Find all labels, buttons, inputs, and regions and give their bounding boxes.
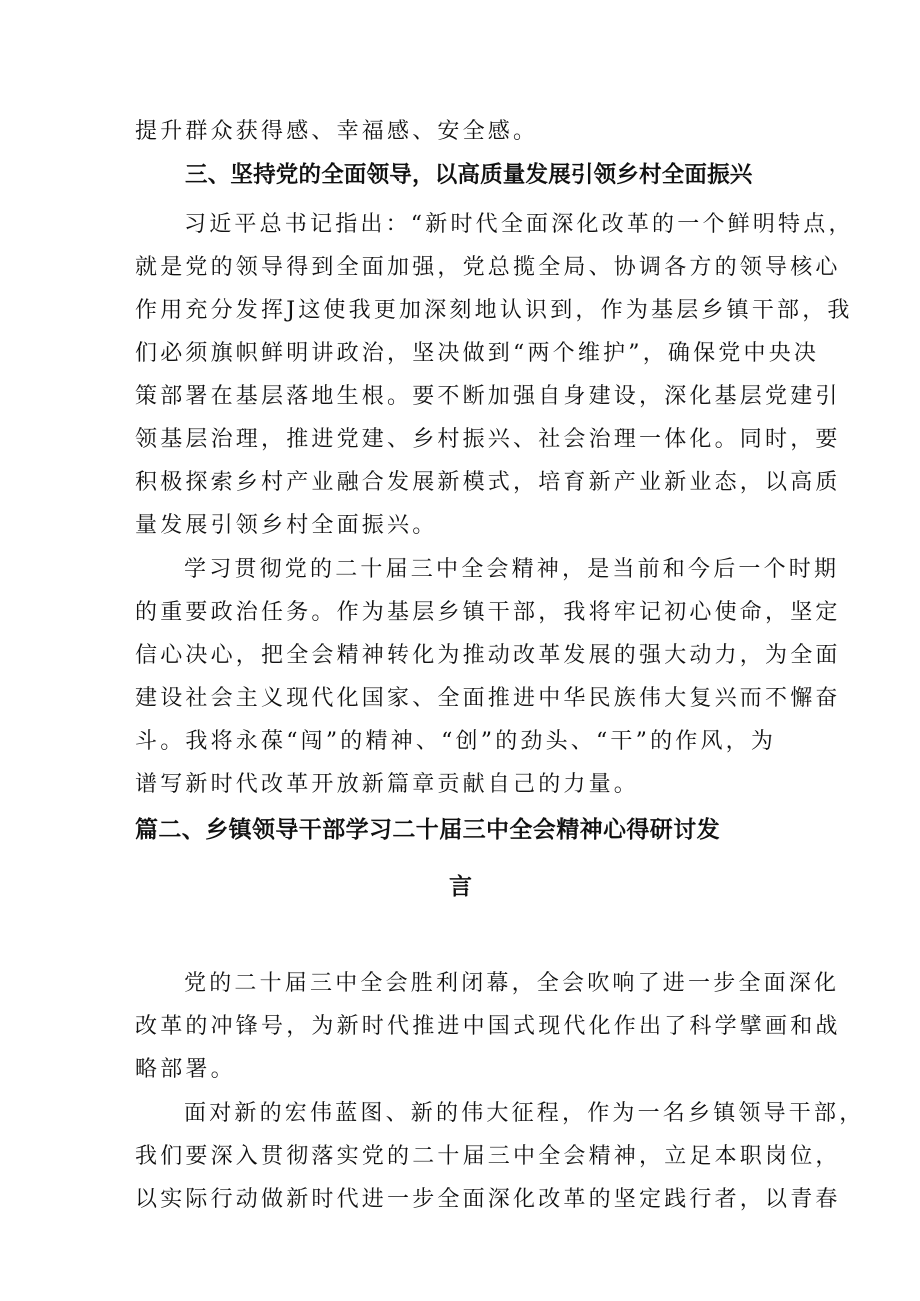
- paragraph-line: 策部署在基层落地生根。要不断加强自身建设，深化基层党建引: [135, 384, 841, 409]
- paragraph-line: 作用充分发挥J这使我更加深刻地认识到，作为基层乡镇干部，我: [135, 298, 853, 323]
- article-title-line: 篇二、乡镇领导干部学习二十届三中全会精神心得研讨发: [135, 817, 720, 843]
- paragraph-line: 习近平总书记指出：“新时代全面深化改革的一个鲜明特点，: [184, 212, 854, 237]
- paragraph-line: 以实际行动做新时代进一步全面深化改革的坚定践行者，以青春: [135, 1187, 841, 1212]
- paragraph-line: 的重要政治任务。作为基层乡镇干部，我将牢记初心使命，坚定: [135, 600, 841, 625]
- paragraph-line: 量发展引领乡村全面振兴。: [135, 513, 438, 538]
- paragraph-line: 领基层治理，推进党建、乡村振兴、社会治理一体化。同时，要: [135, 427, 841, 452]
- paragraph-line: 谱写新时代改革开放新篇章贡献自己的力量。: [135, 772, 640, 797]
- paragraph-line: 改革的冲锋号，为新时代推进中国式现代化作出了科学擘画和战: [135, 1014, 841, 1039]
- paragraph-line: 积极探索乡村产业融合发展新模式，培育新产业新业态，以高质: [135, 470, 841, 495]
- paragraph-line: 我们要深入贯彻落实党的二十届三中全会精神，立足本职岗位，: [135, 1144, 841, 1169]
- paragraph-line: 略部署。: [135, 1057, 236, 1082]
- paragraph-line: 就是党的领导得到全面加强，党总揽全局、协调各方的领导核心: [135, 255, 841, 280]
- paragraph-line: 面对新的宏伟蓝图、新的伟大征程，作为一名乡镇领导干部，: [184, 1101, 865, 1126]
- continuation-line: 提升群众获得感、幸福感、安全感。: [135, 119, 539, 144]
- section-heading: 三、坚持党的全面领导，以高质量发展引领乡村全面振兴: [185, 162, 753, 188]
- paragraph-line: 建设社会主义现代化国家、全面推进中华民族伟大复兴而不懈奋: [135, 686, 841, 711]
- paragraph-line: 斗。我将永葆“闯”的精神、“创”的劲头、“干”的作风，为: [135, 729, 777, 754]
- paragraph-line: 党的二十届三中全会胜利闭幕，全会吹响了进一步全面深化: [184, 971, 840, 996]
- paragraph-line: 们必须旗帜鲜明讲政治，坚决做到“两个维护”，确保党中央决: [135, 341, 820, 366]
- paragraph-line: 学习贯彻党的二十届三中全会精神，是当前和今后一个时期: [184, 557, 840, 582]
- paragraph-line: 信心决心，把全会精神转化为推动改革发展的强大动力，为全面: [135, 643, 841, 668]
- article-title-line: 言: [449, 874, 473, 900]
